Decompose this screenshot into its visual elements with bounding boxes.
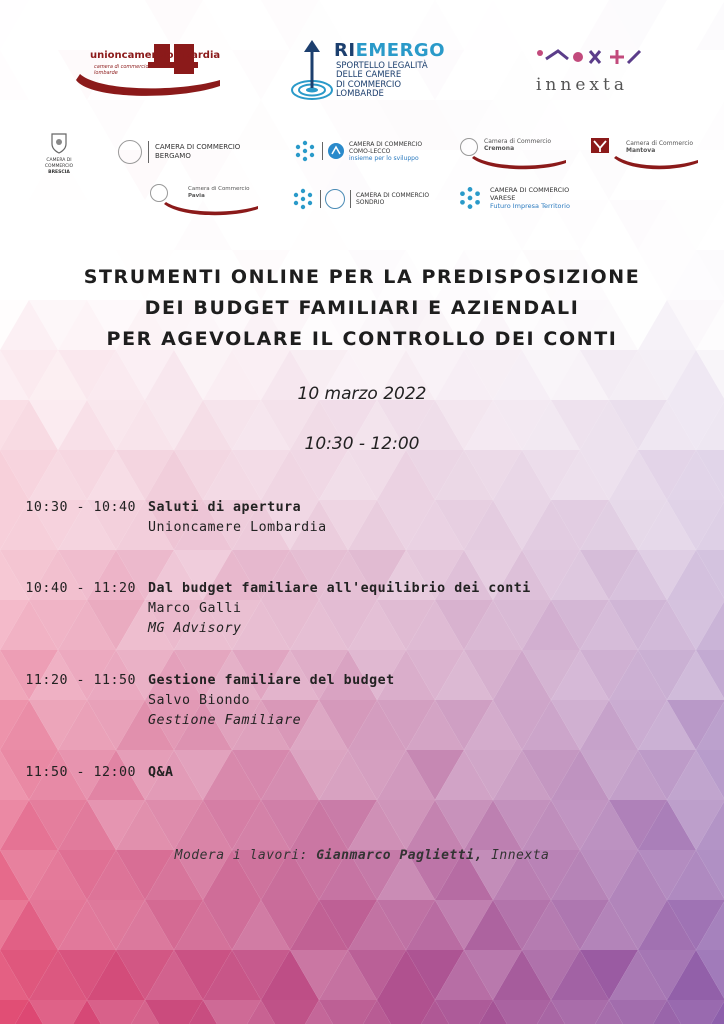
agenda-title: Q&A — [148, 765, 174, 780]
agenda-time: 11:50 - 12:00 — [25, 765, 136, 780]
event-time: 10:30 - 12:00 — [304, 434, 420, 454]
riemergo-subtitle: SPORTELLO LEGALITÀ DELLE CAMERE DI COMMERCIO LOMBARDE — [336, 61, 428, 99]
dots-flower-icon — [292, 138, 318, 164]
agenda-speaker: Salvo Biondo — [148, 693, 251, 708]
agenda-organization: Gestione Familiare — [148, 713, 302, 728]
unioncamere-name: unioncamerelombardia — [90, 50, 221, 61]
moderator-org: Innexta — [491, 848, 550, 863]
agenda-speaker: Marco Galli — [148, 601, 242, 616]
cc-varese-logo: CAMERA DI COMMERCIO VARESE Futuro Impresa Territorio — [456, 184, 570, 212]
cc-pavia-logo: Camera di Commercio Pavia — [148, 182, 260, 218]
title-line-1: STRUMENTI ONLINE PER LA PREDISPOSIZIONE — [83, 266, 641, 288]
sondrio-emblem-icon — [325, 189, 345, 209]
innexta-logo — [530, 45, 650, 105]
moderator-prefix: Modera i lavori: — [174, 848, 308, 863]
riemergo-logo — [290, 38, 460, 108]
agenda-time: 11:20 - 11:50 — [25, 673, 136, 688]
moderator-line — [0, 848, 724, 863]
event-date: 10 marzo 2022 — [297, 384, 427, 404]
agenda-time: 10:40 - 11:20 — [25, 581, 136, 596]
bergamo-emblem-icon — [118, 140, 142, 164]
dots-flower-icon — [290, 186, 316, 212]
agenda-title: Dal budget familiare all'equilibrio dei conti — [148, 581, 531, 596]
riemergo-title: RIEMERGO — [334, 40, 446, 61]
brescia-crest-icon — [49, 132, 69, 154]
agenda-time: 10:30 - 10:40 — [25, 500, 136, 515]
como-lecco-emblem-icon — [327, 142, 345, 160]
cc-brescia-logo: CAMERA DI COMMERCIO BRESCIA — [34, 132, 84, 176]
title-line-2: DEI BUDGET FAMILIARI E AZIENDALI — [144, 297, 580, 319]
cc-cremona-logo: Camera di Commercio Cremona — [458, 134, 568, 174]
cc-mantova-logo: Camera di Commercio Mantova — [590, 134, 700, 174]
cc-sondrio-logo: CAMERA DI COMMERCIO SONDRIO — [290, 186, 429, 212]
cc-como-lecco-logo: CAMERA DI COMMERCIO COMO-LECCO insieme per lo sviluppo — [292, 138, 422, 164]
unioncamere-subtitle: camera di commercio lombarde — [94, 64, 149, 76]
unioncamere-lombardia-logo — [70, 40, 230, 100]
moderator-name: Gianmarco Paglietti, — [316, 848, 483, 863]
event-title — [0, 262, 724, 355]
agenda-speaker: Unioncamere Lombardia — [148, 520, 327, 535]
cc-bergamo-logo: CAMERA DI COMMERCIO BERGAMO — [118, 140, 240, 164]
innexta-wordmark: innexta — [536, 75, 628, 95]
mantova-emblem-icon — [590, 136, 610, 156]
dots-flower-icon — [456, 184, 484, 212]
agenda-title: Saluti di apertura — [148, 500, 302, 515]
agenda-title: Gestione familiare del budget — [148, 673, 395, 688]
title-line-3: PER AGEVOLARE IL CONTROLLO DEI CONTI — [106, 328, 618, 350]
agenda-organization: MG Advisory — [148, 621, 242, 636]
